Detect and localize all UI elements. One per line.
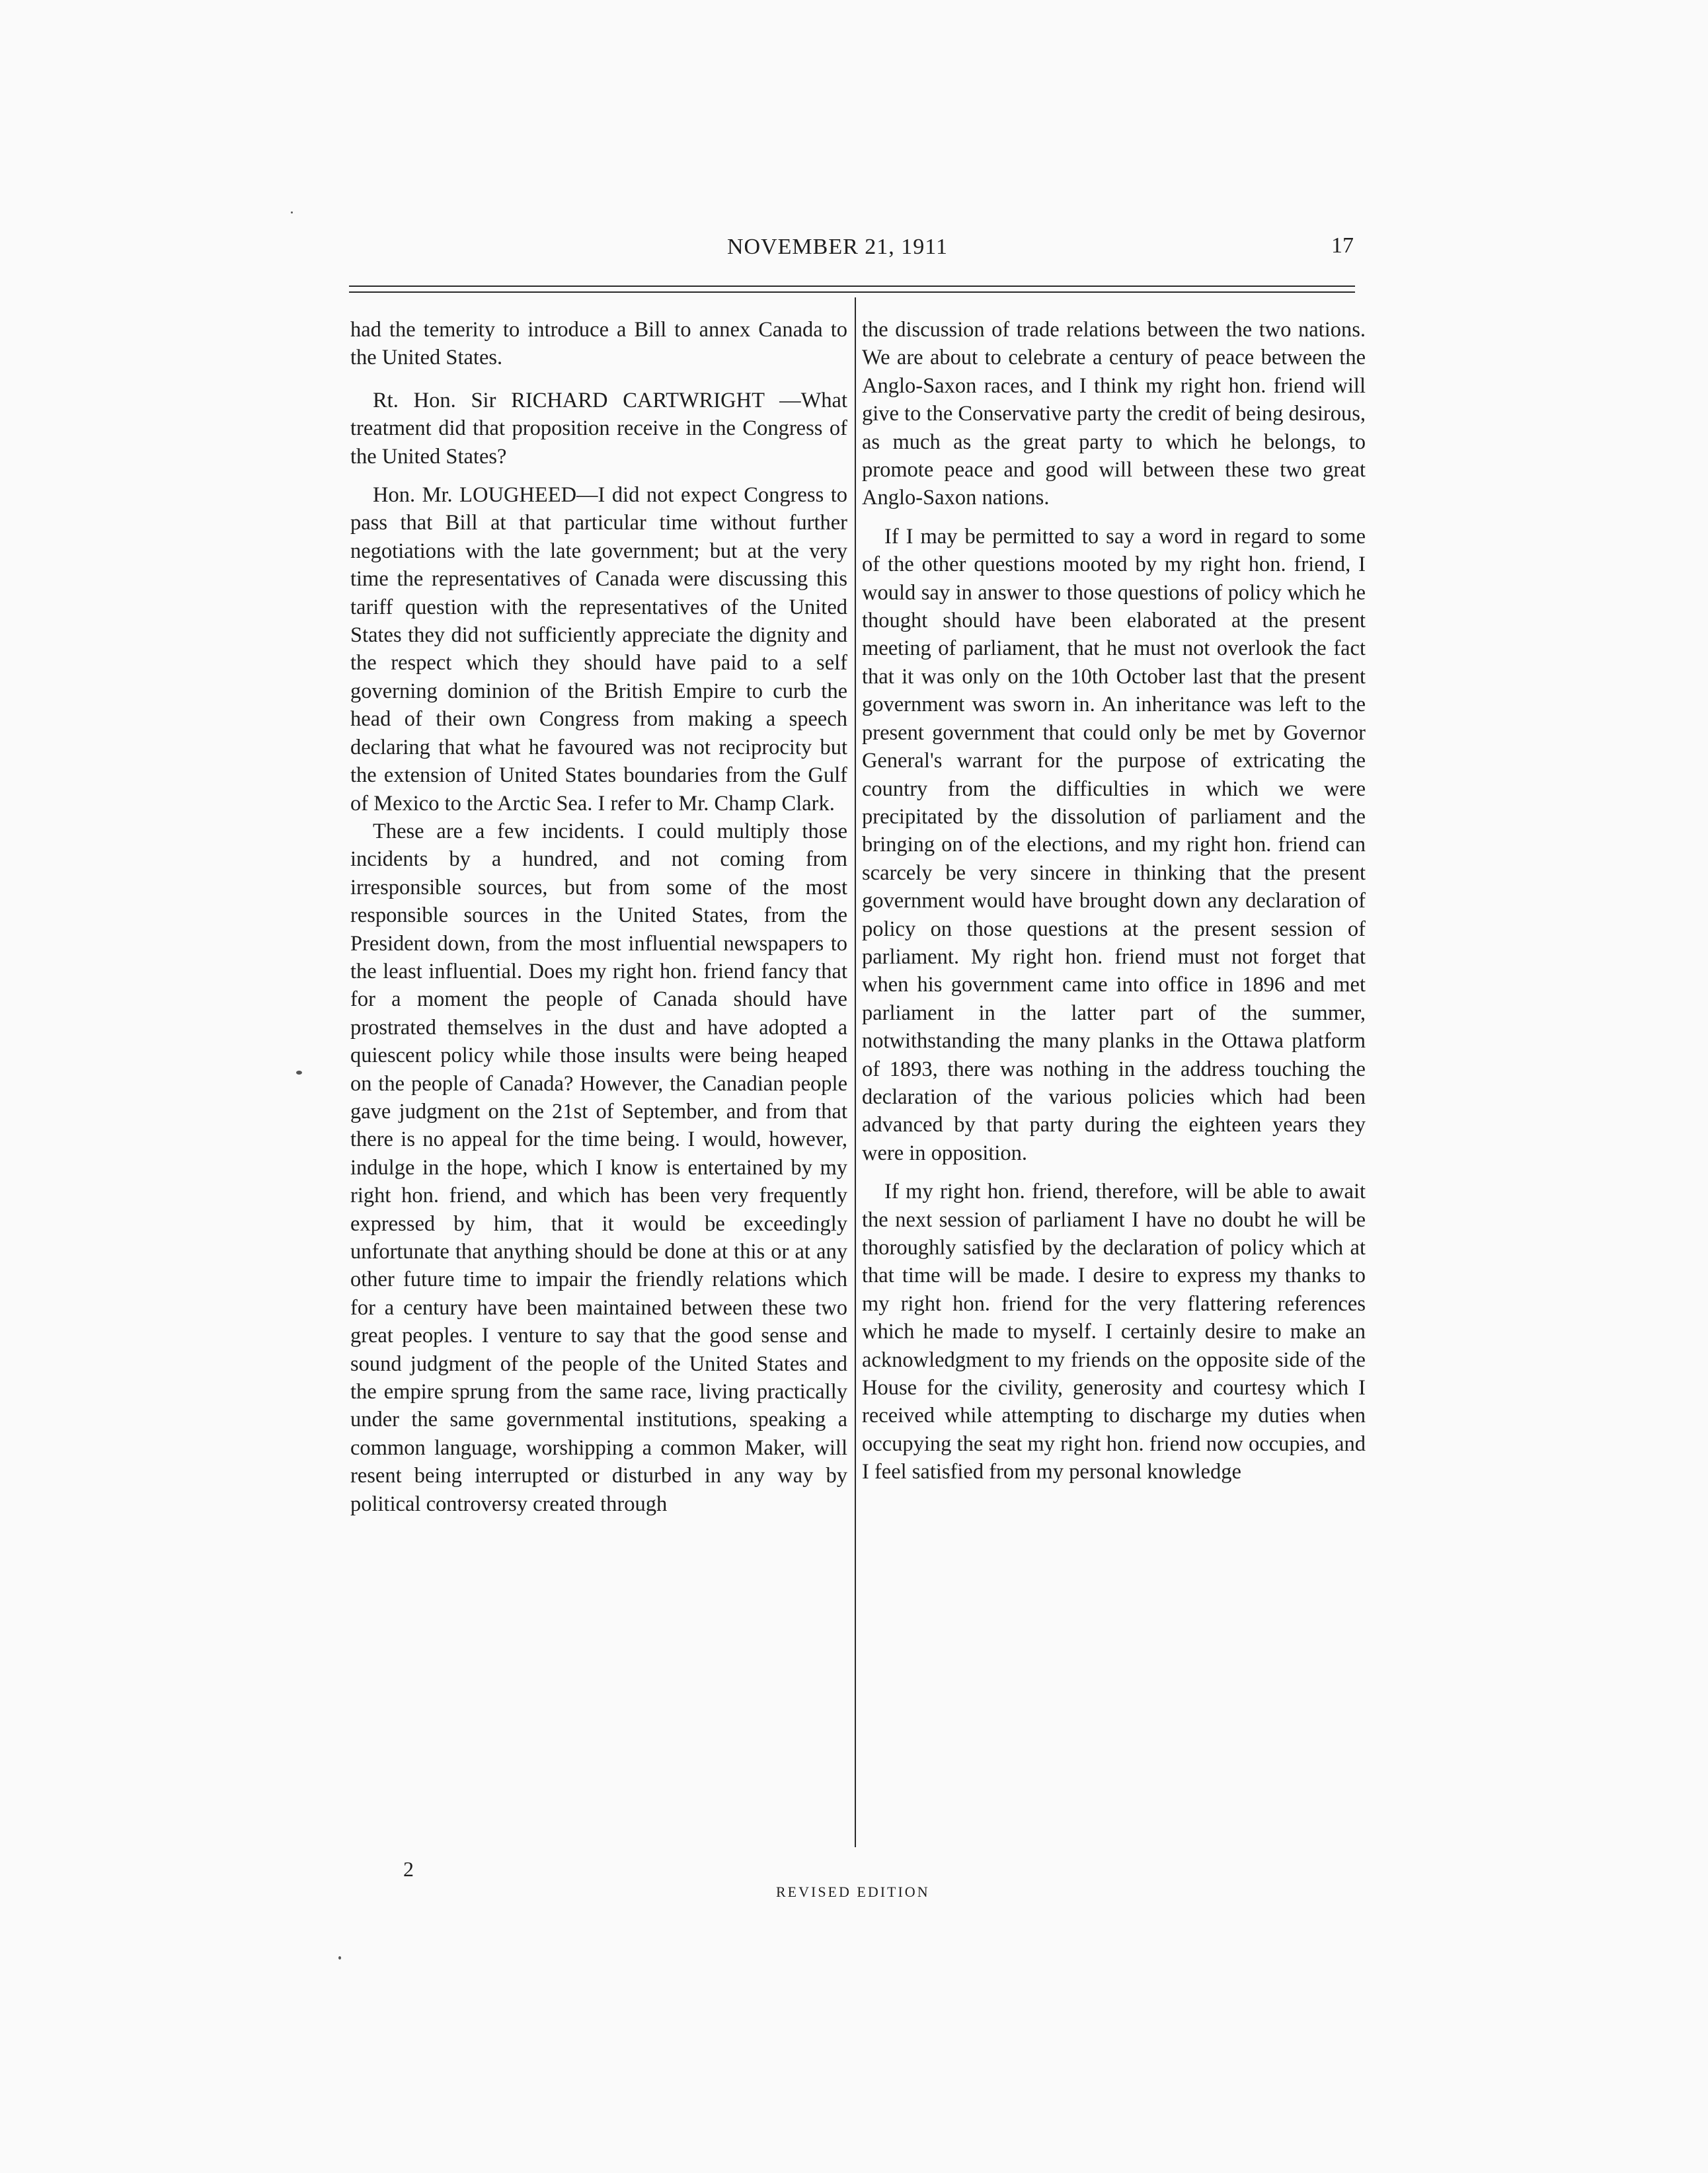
column-divider: [855, 297, 856, 1847]
paragraph: If I may be permitted to say a word in regard to some of the other questions mooted by my right hon. friend, I would say in answer to those questions of policy which he thought should have been elaborated at the present meeting of parliament, that he must not overlook the fact that it was only on the 10th October last that the present government was sworn in. An inheritance was left to the present government that could only be met by Governor General's warrant for the purpose of extricating the country from the difficulties in which we were precipitated by the dissolution of parliament and the bringing on of the elections, and my right hon. friend can scarcely be very sincere in thinking that the present government would have brought down any declaration of policy on those questions at the present session of parliament. My right hon. friend must not forget that when his government came into office in 1896 and met parliament in the latter part of the summer, notwithstanding the many planks in the Ottawa platform of 1893, there was nothing in the address touching the declaration of the various policies which had been advanced by that party during the eighteen years they were in opposition.: [862, 524, 1366, 1165]
scan-speck: [291, 211, 293, 213]
paragraph: Hon. Mr. LOUGHEED—I did not expect Congress to pass that Bill at that particular time without further negotiations with the late government; but at the very time the representatives of Canada were discussing this tariff question with the representatives of the United States they did not sufficiently appreciate the dignity and the respect which they should have paid to a self governing dominion of the British Empire to curb the head of their own Congress from making a speech declaring that what he favoured was not reciprocity but the extension of United States boundaries from the Gulf of Mexico to the Arctic Sea. I refer to Mr. Champ Clark.: [350, 483, 847, 816]
paragraph: the discussion of trade relations between the two nations. We are about to celebrate a century of peace between the Anglo-Saxon races, and I think my right hon. friend will give to the Conservative party the credit of being desirous, as much as the great party to which he belongs, to promote peace and good will between these two great Anglo-Saxon nations.: [862, 318, 1366, 510]
scan-speck: [296, 1071, 302, 1075]
right-column: [862, 316, 1366, 1486]
header-rule-top: [349, 286, 1355, 287]
paragraph: These are a few incidents. I could multiply those incidents by a hundred, and not coming from irresponsible sources, but from some of the most responsible sources in the United States, from the President down, from the most influential newspapers to the least influential. Does my right hon. friend fancy that for a moment the people of Canada should have prostrated themselves in the dust and have adopted a quiescent policy while those insults were being heaped on the people of Canada? However, the Canadian people gave judgment on the 21st of September, and from that there is no appeal for the time being. I would, however, indulge in the hope, which I know is entertained by my right hon. friend, and which has been very frequently expressed by him, that it would be exceedingly unfortunate that anything should be done at this or at any other future time to impair the friendly relations which for a century have been maintained between these two great peoples. I venture to say that the good sense and sound judgment of the people of the United States and the empire sprung from the same race, living practically under the same governmental institutions, speaking a common language, worshipping a common Maker, will resent being interrupted or disturbed in any way by political controversy created through: [350, 819, 847, 1516]
edition-label: REVISED EDITION: [776, 1884, 930, 1900]
page-number: 17: [1331, 233, 1354, 258]
signature-mark: 2: [403, 1857, 414, 1881]
paragraph: Rt. Hon. Sir RICHARD CARTWRIGHT —What treatment did that proposition receive in the Congress of the United States?: [350, 388, 847, 469]
header-rule-bottom: [349, 291, 1355, 293]
left-column: [350, 316, 847, 1518]
scan-speck: [338, 1956, 341, 1960]
paragraph: had the temerity to introduce a Bill to annex Canada to the United States.: [350, 318, 847, 370]
paragraph: If my right hon. friend, therefore, will be able to await the next session of parliament I have no doubt he will be thoroughly satisfied by the declaration of policy which at that time will be made. I desire to express my thanks to my right hon. friend for the very flattering references which he made to myself. I certainly desire to make an acknowledgment to my friends on the opposite side of the House for the civility, generosity and courtesy which I received while attempting to discharge my duties when occupying the seat my right hon. friend now occupies, and I feel satisfied from my personal knowledge: [862, 1180, 1366, 1484]
page-date: NOVEMBER 21, 1911: [727, 235, 949, 259]
